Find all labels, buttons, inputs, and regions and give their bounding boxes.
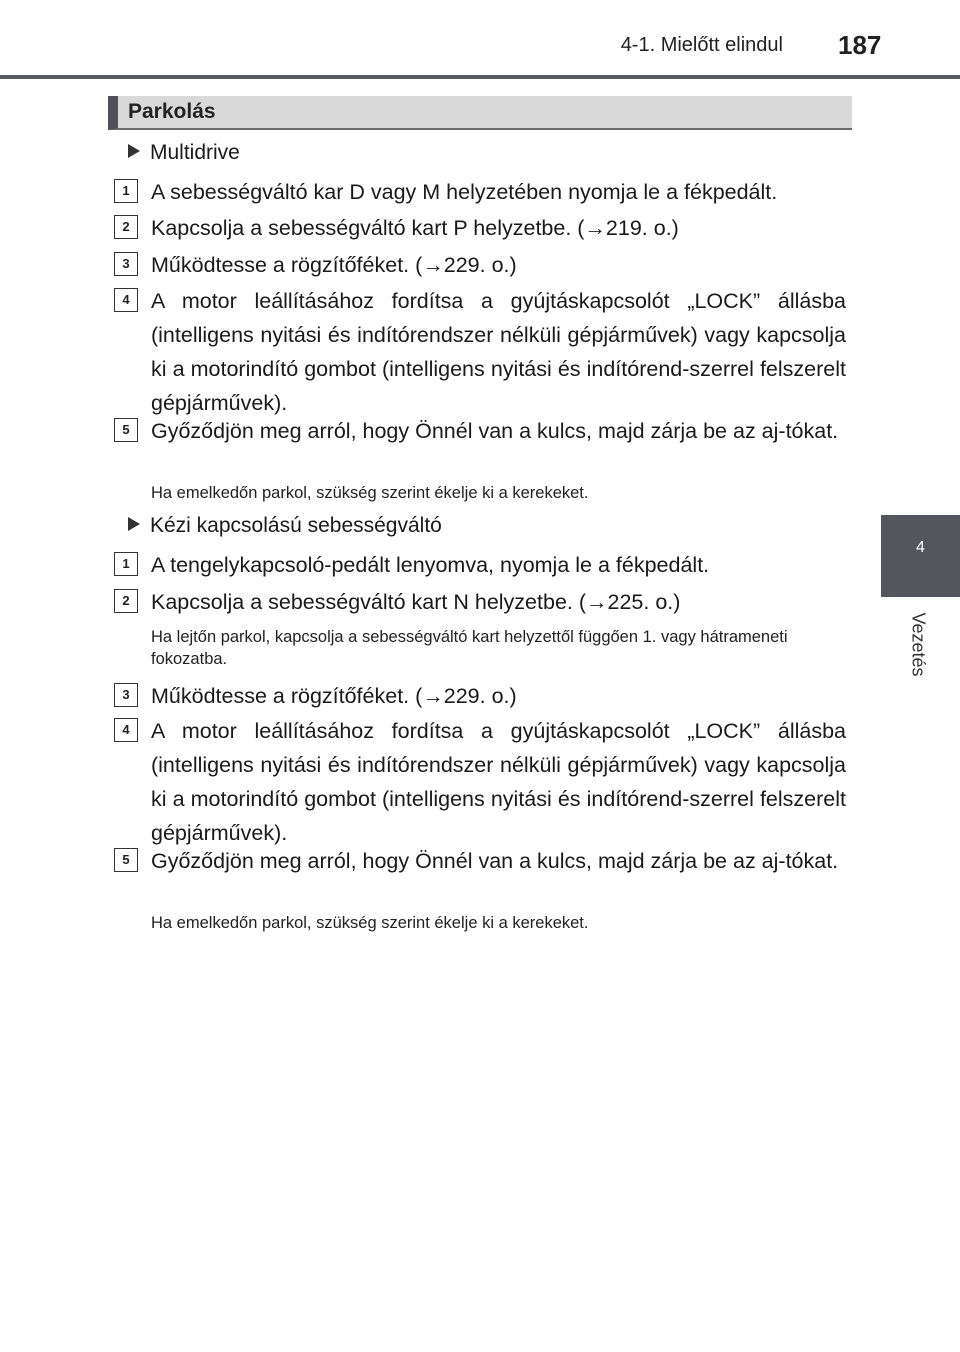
note-text: Ha emelkedőn parkol, szükség szerint ékelje ki a kerekeket.	[151, 914, 589, 932]
step-number-badge: 5	[114, 418, 138, 442]
note-text: Ha lejtőn parkol, kapcsolja a sebességváltó kart helyzettől függően 1. vagy hátrameneti fokozatba.	[151, 628, 788, 668]
step-text: Kapcsolja a sebességváltó kart P helyzetbe. (→219. o.)	[151, 216, 679, 240]
step-number-badge: 5	[114, 848, 138, 872]
step-text: Működtesse a rögzítőféket. (→229. o.)	[151, 253, 517, 277]
page-number: 187	[838, 30, 882, 60]
step-number-badge: 1	[114, 552, 138, 576]
subheading-text: Multidrive	[150, 141, 240, 164]
subheading-text: Kézi kapcsolású sebességváltó	[150, 514, 442, 537]
section-title: Parkolás	[128, 100, 216, 123]
step-text: Működtesse a rögzítőféket. (→229. o.)	[151, 684, 517, 708]
header-section-title: 4-1. Mielőtt elindul	[620, 34, 783, 56]
triangle-bullet-icon	[128, 517, 140, 531]
step-number-badge: 2	[114, 215, 138, 239]
step-text: A sebességváltó kar D vagy M helyzetében nyomja le a fékpedált.	[151, 180, 778, 204]
chapter-tab	[881, 515, 960, 597]
header-divider	[0, 75, 960, 79]
step-text: Győződjön meg arról, hogy Önnél van a kulcs, majd zárja be az aj-tókat.	[151, 419, 839, 443]
step-text: A motor leállításához fordítsa a gyújtáskapcsolót „LOCK” állásba (intelligens nyitási és indítórendszer nélküli gépjárművek) vagy kapcsolja ki a motorindító gombot (intelligens nyitási és indítórend-szerrel felszerelt gépjárművek).	[151, 289, 846, 415]
step-number-badge: 1	[114, 179, 138, 203]
step-number-badge: 4	[114, 288, 138, 312]
subheading-multidrive	[128, 141, 240, 169]
step-text: Győződjön meg arról, hogy Önnél van a kulcs, majd zárja be az aj-tókat.	[151, 849, 839, 873]
step-number-badge: 2	[114, 589, 138, 613]
triangle-bullet-icon	[128, 144, 140, 158]
chapter-label-text: Vezetés	[908, 612, 929, 677]
chapter-label	[901, 610, 929, 680]
step-number-badge: 4	[114, 718, 138, 742]
step-number-badge: 3	[114, 252, 138, 276]
step-text: Kapcsolja a sebességváltó kart N helyzetbe. (→225. o.)	[151, 590, 681, 614]
note-text: Ha emelkedőn parkol, szükség szerint ékelje ki a kerekeket.	[151, 484, 589, 502]
step-number-badge: 3	[114, 683, 138, 707]
subheading-manual	[128, 514, 442, 542]
chapter-number: 4	[916, 539, 925, 556]
step-text: A tengelykapcsoló-pedált lenyomva, nyomja le a fékpedált.	[151, 553, 710, 577]
section-heading-bar	[108, 96, 852, 130]
step-text: A motor leállításához fordítsa a gyújtáskapcsolót „LOCK” állásba (intelligens nyitási és indítórendszer nélküli gépjárművek) vagy kapcsolja ki a motorindító gombot (intelligens nyitási és indítórend-szerrel felszerelt gépjárművek).	[151, 719, 846, 845]
